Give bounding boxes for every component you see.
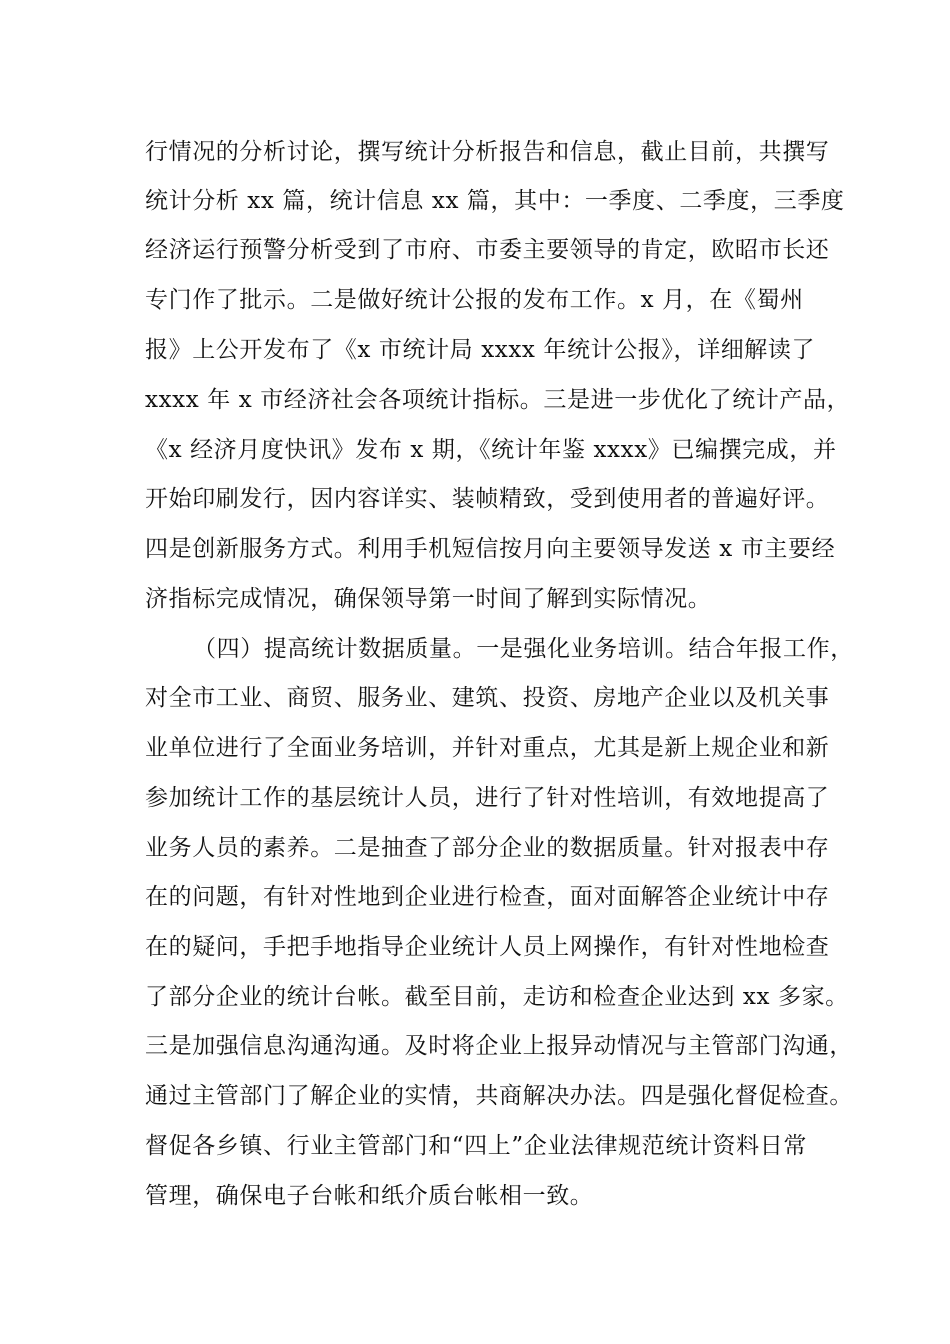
text-line: xxxx 年 x 市经济社会各项统计指标。三是进一步优化了统计产品，: [145, 387, 851, 413]
text-line: 在的疑问，手把手地指导企业统计人员上网操作，有针对性地检查: [145, 934, 830, 960]
text-line: 参加统计工作的基层统计人员，进行了针对性培训，有效地提高了: [145, 785, 830, 811]
text-line: 了部分企业的统计台帐。截至目前，走访和检查企业达到 xx 多家。: [145, 984, 849, 1010]
text-line: 开始印刷发行，因内容详实、装帧精致，受到使用者的普遍好评。: [145, 486, 830, 512]
text-line: 管理，确保电子台帐和纸介质台帐相一致。: [145, 1183, 594, 1209]
text-line: 业单位进行了全面业务培训，并针对重点，尤其是新上规企业和新: [145, 735, 830, 761]
text-line: 专门作了批示。二是做好统计公报的发布工作。x 月，在《蜀州: [145, 287, 804, 313]
text-line: 行情况的分析讨论，撰写统计分析报告和信息，截止目前，共撰写: [145, 139, 830, 165]
text-line: 经济运行预警分析受到了市府、市委主要领导的肯定，欧昭市长还: [145, 237, 830, 263]
text-line: 业务人员的素养。二是抽查了部分企业的数据质量。针对报表中存: [145, 835, 830, 861]
text-line: 报》上公开发布了《x 市统计局 xxxx 年统计公报》，详细解读了: [145, 337, 816, 363]
text-line: 三是加强信息沟通沟通。及时将企业上报异动情况与主管部门沟通，: [145, 1033, 853, 1059]
text-line: 四是创新服务方式。利用手机短信按月向主要领导发送 x 市主要经: [145, 536, 836, 562]
text-line: 《x 经济月度快讯》发布 x 期，《统计年鉴 xxxx》已编撰完成，并: [145, 437, 837, 463]
text-line: 在的问题，有针对性地到企业进行检查，面对面解答企业统计中存: [145, 884, 830, 910]
text-line: 通过主管部门了解企业的实情，共商解决办法。四是强化督促检查。: [145, 1083, 853, 1109]
text-line: 统计分析 xx 篇，统计信息 xx 篇，其中：一季度、二季度，三季度: [145, 188, 845, 214]
text-line: 对全市工业、商贸、服务业、建筑、投资、房地产企业以及机关事: [145, 685, 830, 711]
text-line: 济指标完成情况，确保领导第一时间了解到实际情况。: [145, 586, 712, 612]
section-heading-line: （四）提高统计数据质量。一是强化业务培训。结合年报工作，: [193, 636, 854, 662]
text-line: 督促各乡镇、行业主管部门和“四上”企业法律规范统计资料日常: [145, 1133, 807, 1159]
